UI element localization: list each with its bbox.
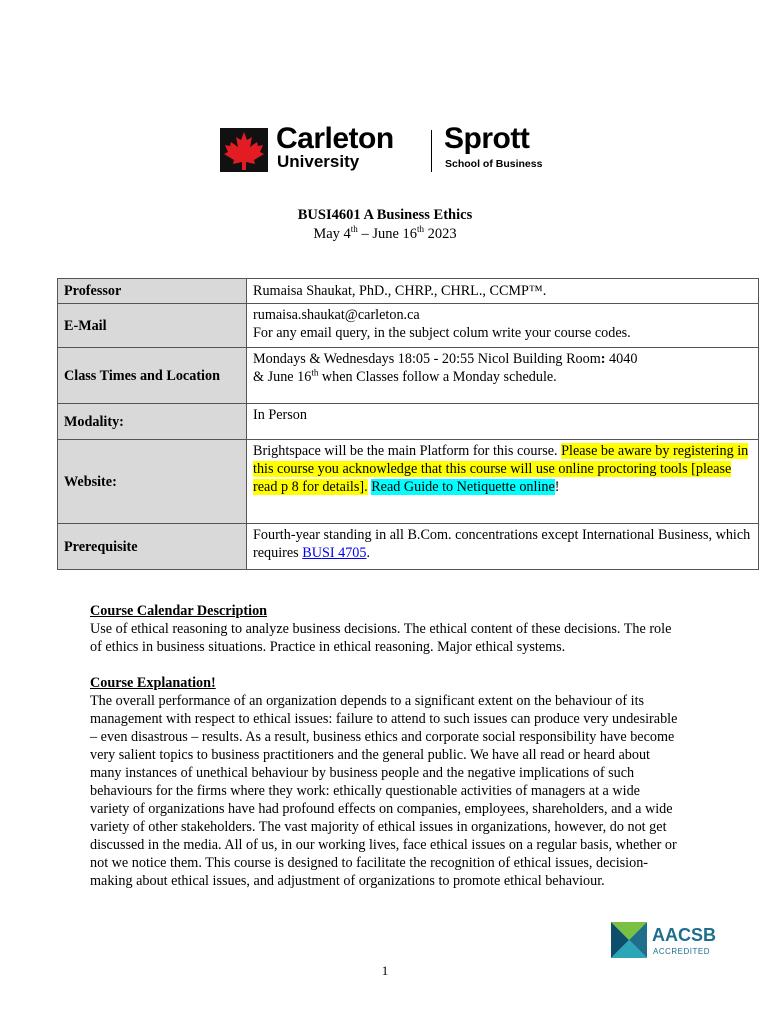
calendar-description-text: Use of ethical reasoning to analyze business decisions. The ethical content of these decisions. The role of ethics in business situations. Practice in ethical reasoning. Major ethical systems. [90, 621, 672, 655]
table-row-class-times [58, 348, 759, 404]
prerequisite-value: Fourth-year standing in all B.Com. concentrations except International Business, which requires BUSI 4705. [247, 524, 759, 570]
modality-value: In Person [247, 404, 759, 440]
class-times-label: Class Times and Location [58, 348, 247, 404]
prerequisite-label: Prerequisite [58, 524, 247, 570]
email-value [247, 304, 759, 348]
table-row-prerequisite [58, 524, 759, 570]
class-times-line2: & June 16th when Classes follow a Monday schedule. [253, 367, 557, 385]
table-row-modality [58, 404, 759, 440]
maple-leaf-icon [220, 128, 268, 172]
professor-value: Rumaisa Shaukat, PhD., CHRP., CHRL., CCMP™. [247, 279, 759, 304]
carleton-sprott-logo [220, 124, 550, 174]
table-row-website [58, 440, 759, 524]
email-label: E-Mail [58, 304, 247, 348]
website-label: Website: [58, 440, 247, 524]
aacsb-wordmark: AACSB [652, 925, 717, 945]
email-note: For any email query, in the subject colum write your course codes. [253, 325, 631, 341]
course-dates: May 4th – June 16th 2023 [313, 224, 457, 242]
course-explanation-section [90, 674, 680, 890]
logo-divider [431, 130, 432, 172]
page-number: 1 [381, 963, 389, 978]
course-info-table [57, 278, 759, 570]
carleton-wordmark: Carleton [276, 122, 394, 155]
course-explanation-text: The overall performance of an organization depends to a significant extent on the behaviour of its management with respect to ethical issues: failure to attend to such issues can produce very undesirable – even disastrous – results. As a result, business ethics and corporate social responsibility have become very salient topics to business practitioners and the general public. We have all read or heard about many instances of unethical behaviour by business people and the negative implications of such behaviours for the firms where they work: ethically questionable activities of managers at a wide variety of organizations have had profound effects on companies, employees, shareholders, and a wide variety of other stakeholders. The vast majority of ethical issues in organizations, however, do not get discussed in the media. All of us, in our working lives, face ethical issues on a regular basis, whether or not we notice them. This course is designed to facilitate the recognition of ethical issues, decision-making about ethical issues, and adjustment of organizations to promote ethical behaviour. [90, 693, 678, 889]
accredited-label: ACCREDITED [653, 947, 711, 956]
university-wordmark: University [277, 152, 360, 171]
aacsb-accreditation-badge [611, 920, 721, 960]
email-address[interactable]: rumaisa.shaukat@carleton.ca [253, 307, 420, 323]
class-times-value [247, 348, 759, 404]
class-times-line1: Mondays & Wednesdays 18:05 - 20:55 Nicol Building Room: 4040 [253, 351, 638, 367]
course-explanation-heading: Course Explanation! [90, 675, 216, 691]
aacsb-logo-icon [611, 922, 647, 958]
table-row-email [58, 304, 759, 348]
table-row-professor [58, 279, 759, 304]
website-value: Brightspace will be the main Platform for this course. Please be aware by registering in this course you acknowledge that this course will use online proctoring tools [please read p 8 for details]. Read Guide to Netiquette online! [247, 440, 759, 524]
calendar-description-section [90, 602, 680, 656]
proctoring-notice: Please be aware by registering in this course you acknowledge that this course will use online proctoring tools [please read p 8 for details]. [253, 443, 749, 495]
modality-label: Modality: [58, 404, 247, 440]
calendar-description-heading: Course Calendar Description [90, 603, 268, 619]
netiquette-guide-link[interactable]: Read Guide to Netiquette online [371, 479, 555, 495]
school-of-business-wordmark: School of Business [445, 158, 543, 170]
course-title: BUSI4601 A Business Ethics [297, 207, 473, 223]
professor-label: Professor [58, 279, 247, 304]
busi-4705-link[interactable]: BUSI 4705 [302, 545, 367, 561]
sprott-wordmark: Sprott [444, 122, 530, 155]
